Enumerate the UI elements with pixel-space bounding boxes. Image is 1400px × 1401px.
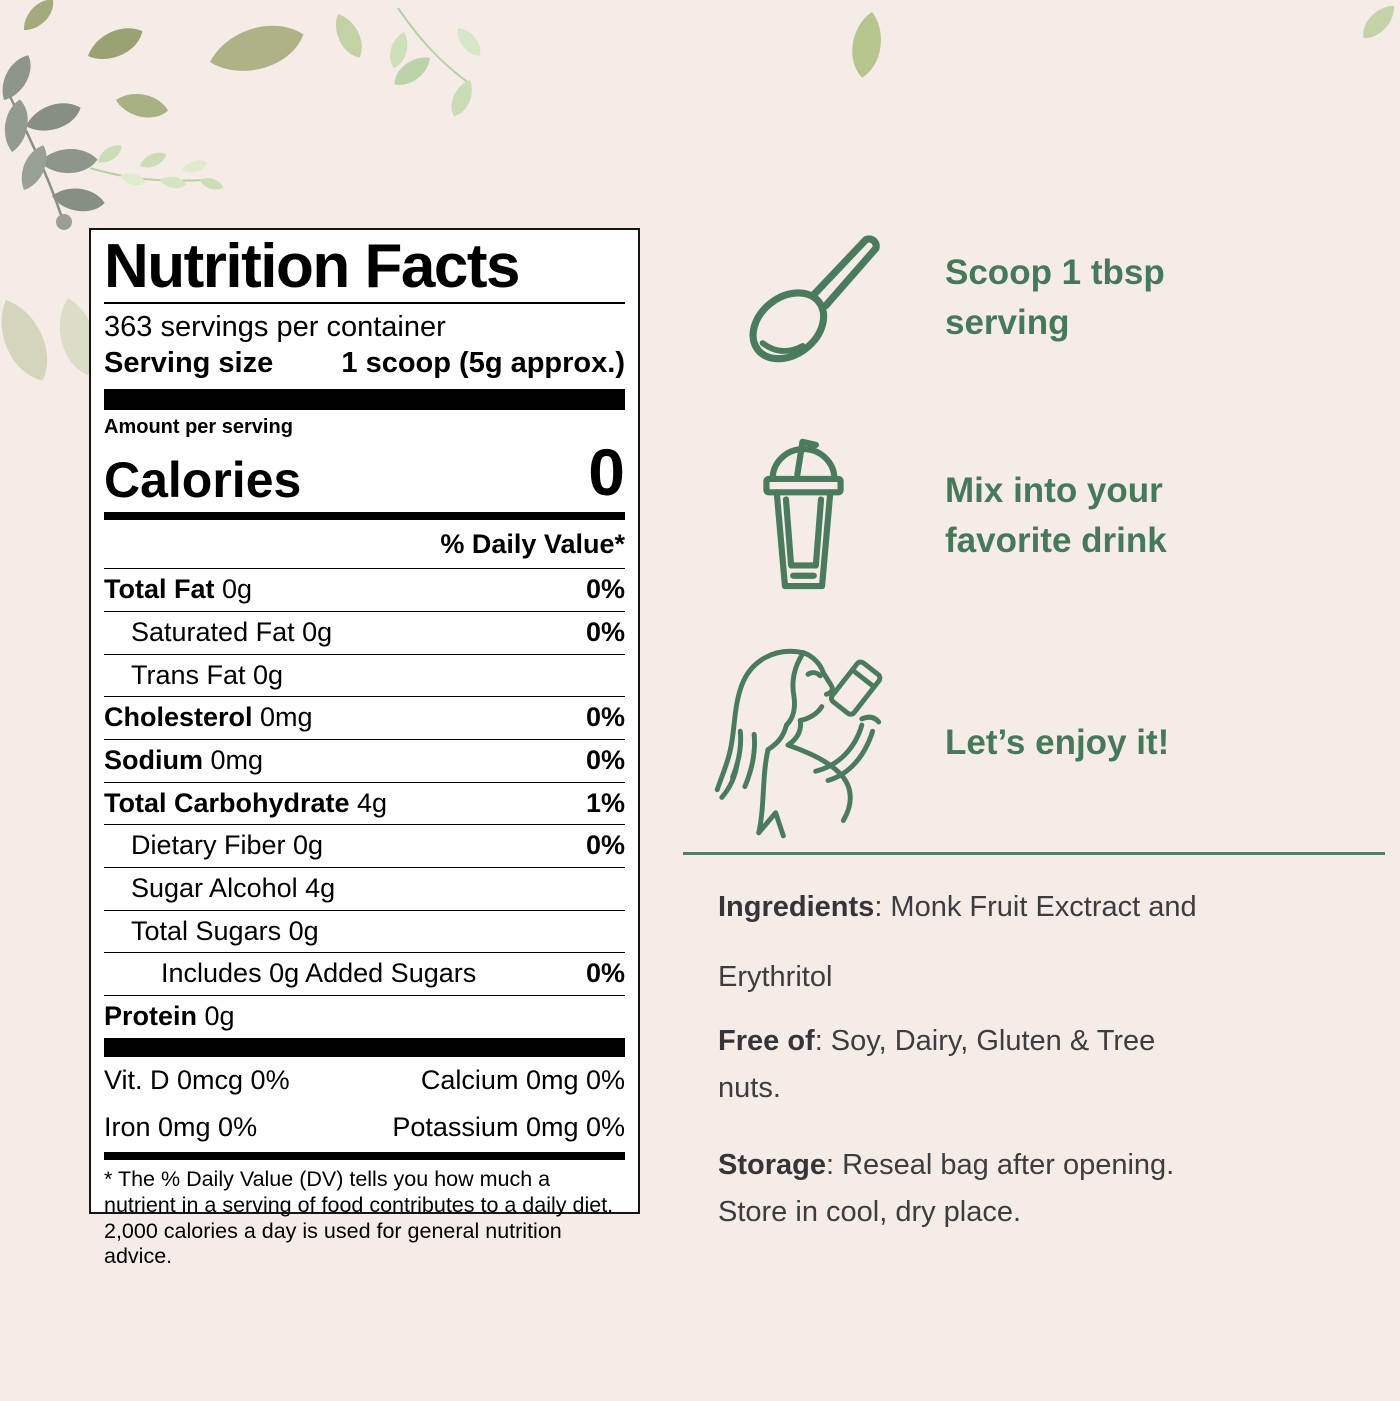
daily-value: 1% — [585, 787, 625, 818]
micro-left: Vit. D 0mcg 0% — [104, 1064, 290, 1095]
medium-divider-bar — [104, 512, 625, 520]
calories-value: 0 — [588, 435, 625, 510]
micro-right: Potassium 0mg 0% — [392, 1112, 625, 1143]
daily-value: 0% — [585, 958, 625, 989]
free-of-text — [718, 1018, 1223, 1112]
step-enjoy-text — [945, 718, 1169, 768]
micro-left: Iron 0mg 0% — [104, 1112, 258, 1143]
free-of-value: : Soy, Dairy, Gluten & Tree nuts. — [718, 1025, 1156, 1105]
nutrient-row — [104, 655, 625, 698]
micro-right: Calcium 0mg 0% — [420, 1064, 625, 1095]
ingredients-label: Ingredients — [718, 891, 875, 923]
micronutrient-row — [104, 1104, 625, 1152]
step-line: Let’s enjoy it! — [945, 723, 1170, 762]
nutrient-name: Total Fat 0g — [104, 574, 253, 605]
small-divider-bar — [104, 1152, 625, 1160]
servings-per-container: 363 servings per container — [104, 311, 446, 344]
nutrient-name: Sugar Alcohol 4g — [131, 872, 336, 903]
product-info — [718, 872, 1223, 1266]
daily-value: 0% — [585, 702, 625, 733]
nutrient-row — [104, 996, 625, 1039]
nutrient-name: Dietary Fiber 0g — [131, 830, 324, 861]
daily-value: 0% — [585, 574, 625, 605]
eucalyptus-sprig-left — [90, 142, 225, 194]
ingredients-text — [718, 872, 1223, 1012]
drinking-icon — [712, 642, 947, 842]
nutrient-name: Saturated Fat 0g — [131, 616, 333, 647]
nutrient-name: Trans Fat 0g — [131, 659, 284, 690]
calories-row — [104, 435, 625, 512]
nutrient-name: Includes 0g Added Sugars — [161, 958, 477, 989]
nutrient-row — [104, 612, 625, 655]
eucalyptus-sprig-top — [331, 8, 485, 120]
daily-value: 0% — [585, 744, 625, 775]
step-line: serving — [945, 302, 1070, 342]
nutrient-rows — [104, 569, 625, 1039]
step-scoop-text — [945, 248, 1165, 347]
nutrition-facts-label — [89, 228, 640, 1269]
daily-value: 0% — [585, 616, 625, 647]
step-mix-text — [945, 466, 1167, 565]
nutrient-name: Total Carbohydrate 4g — [104, 787, 388, 818]
cup-icon — [752, 432, 855, 600]
spoon-icon — [726, 234, 888, 366]
nutrient-row — [104, 911, 625, 954]
daily-value-header: % Daily Value* — [104, 520, 625, 569]
step-line: Mix into your — [945, 471, 1163, 510]
section-divider — [683, 852, 1385, 855]
nutrition-facts-title: Nutrition Facts — [104, 235, 625, 304]
nutrient-row — [104, 953, 625, 996]
micro-rows — [104, 1057, 625, 1152]
storage-text — [718, 1142, 1223, 1236]
daily-value-footnote: * The % Daily Value (DV) tells you how much a nutrient in a serving of food contributes to a daily diet. 2,000 calories a day is used for general nutrition advice. — [104, 1167, 614, 1269]
ingredients-value: : Monk Fruit Exctract and Erythritol — [718, 891, 1197, 994]
calories-label: Calories — [104, 451, 302, 508]
nutrient-row — [104, 825, 625, 868]
eucalyptus-branch-gray — [0, 51, 107, 230]
thick-divider-bar — [104, 389, 625, 410]
nutrient-row — [104, 697, 625, 740]
free-of-label: Free of — [718, 1025, 815, 1058]
nutrient-name: Sodium 0mg — [104, 744, 264, 775]
nutrient-row — [104, 783, 625, 826]
serving-size-value: 1 scoop (5g approx.) — [341, 347, 625, 380]
nutrient-name: Total Sugars 0g — [131, 915, 319, 946]
micronutrient-row — [104, 1057, 625, 1105]
nutrient-row — [104, 569, 625, 612]
nutrient-row — [104, 868, 625, 911]
step-line: favorite drink — [945, 520, 1167, 560]
amount-per-serving: Amount per serving — [104, 416, 293, 439]
storage-label: Storage — [718, 1149, 826, 1182]
serving-size-row — [104, 344, 625, 389]
daily-value: 0% — [585, 830, 625, 861]
nutrient-name: Cholesterol 0mg — [104, 702, 313, 733]
storage-value: : Reseal bag after opening. Store in cool, dry place. — [718, 1149, 1175, 1229]
nutrient-row — [104, 740, 625, 783]
nutrient-name: Protein 0g — [104, 1001, 235, 1032]
thick-divider-bar — [104, 1039, 625, 1057]
step-line: Scoop 1 tbsp — [945, 253, 1165, 292]
serving-size-label: Serving size — [104, 347, 274, 380]
